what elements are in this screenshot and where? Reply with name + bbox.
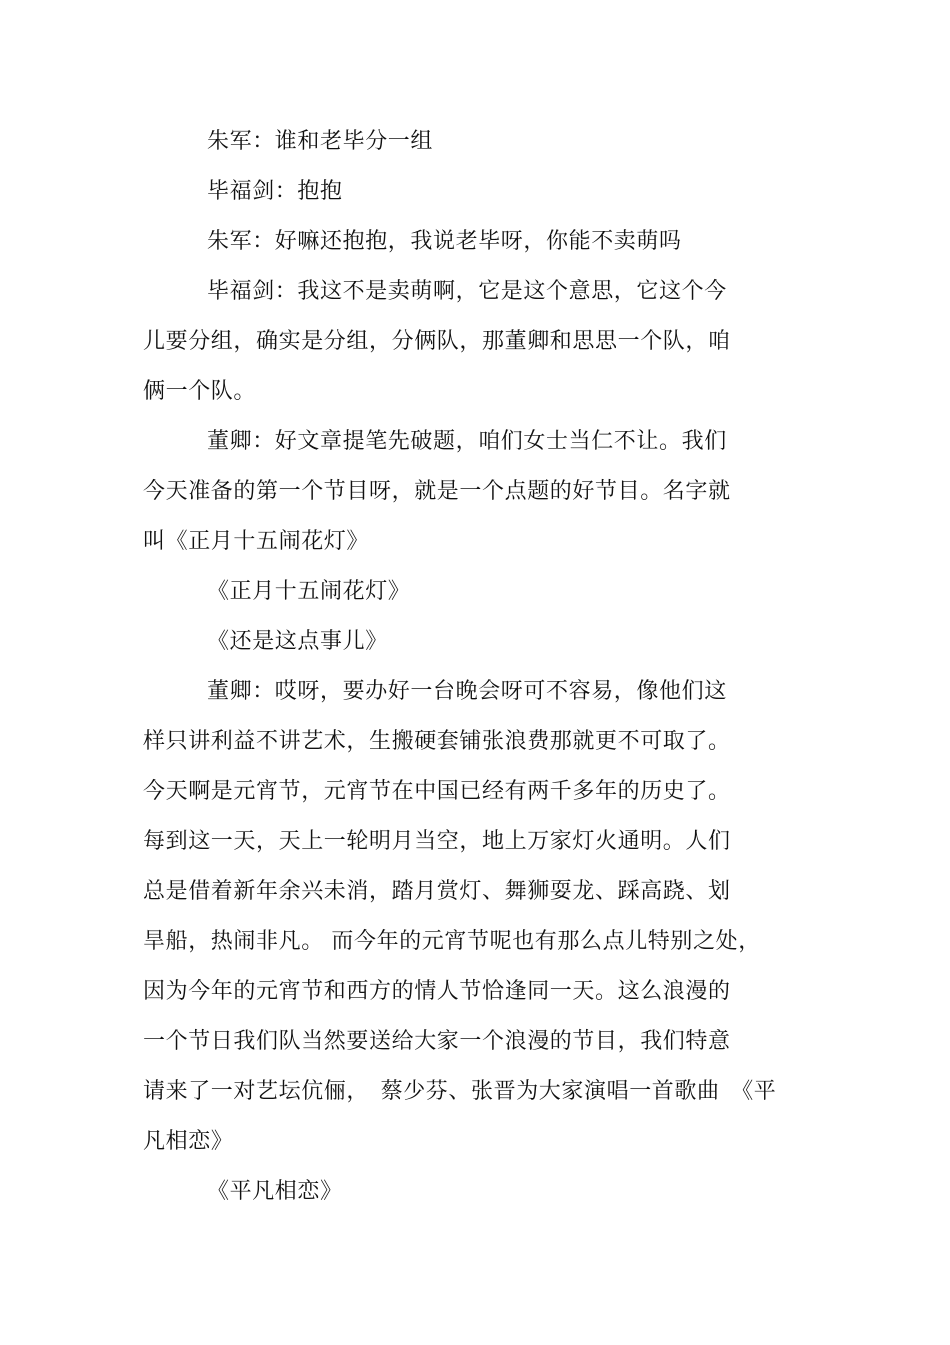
dialogue-line: 毕福剑：我这不是卖萌啊，它是这个意思，它这个今	[207, 279, 727, 304]
dialogue-line-continued: 凡相恋》	[143, 1129, 234, 1154]
dialogue-line: 毕福剑：抱抱	[207, 179, 343, 204]
dialogue-line-continued: 样只讲利益不讲艺术，生搬硬套铺张浪费那就更不可取了。	[143, 729, 731, 754]
program-title: 《正月十五闹花灯》	[207, 579, 411, 604]
program-title: 《平凡相恋》	[207, 1179, 343, 1204]
dialogue-line: 朱军：好嘛还抱抱，我说老毕呀，你能不卖萌吗	[207, 229, 682, 254]
dialogue-line-continued: 一个节日我们队当然要送给大家一个浪漫的节目，我们特意	[143, 1029, 731, 1054]
dialogue-line-continued: 每到这一天，天上一轮明月当空，地上万家灯火通明。人们	[143, 829, 731, 854]
dialogue-line-continued: 因为今年的元宵节和西方的情人节恰逢同一天。这么浪漫的	[143, 979, 731, 1004]
dialogue-line-continued: 今天啊是元宵节，元宵节在中国已经有两千多年的历史了。	[143, 779, 731, 804]
dialogue-line-continued: 叫《正月十五闹花灯》	[143, 529, 370, 554]
dialogue-line-continued: 儿要分组，确实是分组，分俩队，那董卿和思思一个队，咱	[143, 329, 731, 354]
program-title: 《还是这点事儿》	[207, 629, 388, 654]
dialogue-line-continued: 旱船，热闹非凡。 而今年的元宵节呢也有那么点儿特别之处，	[143, 929, 761, 954]
dialogue-line-continued: 今天准备的第一个节目呀，就是一个点题的好节目。名字就	[143, 479, 731, 504]
dialogue-line: 董卿：哎呀，要办好一台晚会呀可不容易，像他们这	[207, 679, 727, 704]
dialogue-line-continued: 请来了一对艺坛伉俪， 蔡少芬、张晋为大家演唱一首歌曲 《平	[143, 1079, 777, 1104]
dialogue-line-continued: 俩一个队。	[143, 379, 257, 404]
dialogue-line: 董卿：好文章提笔先破题，咱们女士当仁不让。我们	[207, 429, 727, 454]
dialogue-line: 朱军：谁和老毕分一组	[207, 129, 434, 154]
dialogue-line-continued: 总是借着新年余兴未消，踏月赏灯、舞狮耍龙、踩高跷、划	[143, 879, 731, 904]
